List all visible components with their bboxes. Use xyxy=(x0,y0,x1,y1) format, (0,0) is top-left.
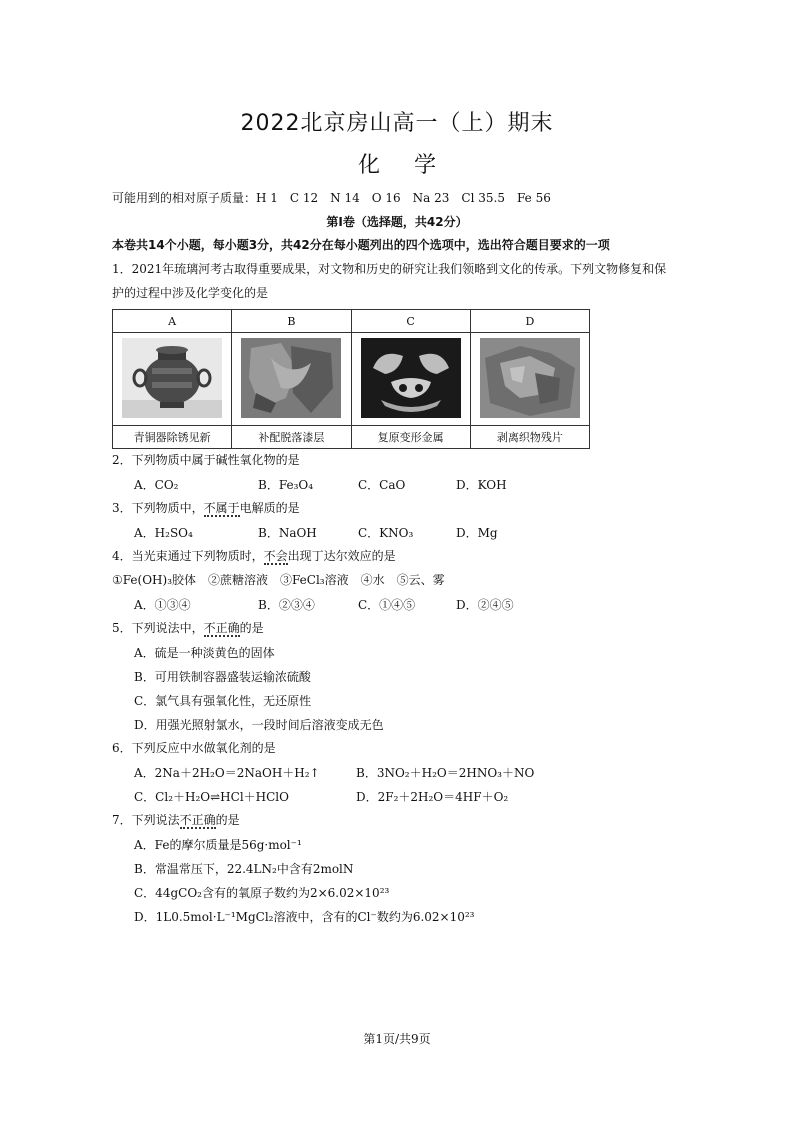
q4-option-c: C．①④⑤ xyxy=(358,598,416,612)
q3-option-a: A．H₂SO₄ xyxy=(134,526,193,540)
q3-option-c: C．KNO₃ xyxy=(358,526,414,540)
section-title: 第Ⅰ卷（选择题，共42分） xyxy=(326,215,468,229)
q7-option-a: A．Fe的摩尔质量是56g·mol⁻¹ xyxy=(134,838,302,852)
q7-option-d: D．1L0.5mol·L⁻¹MgCl₂溶液中，含有的Cl⁻数约为6.02×10²³ xyxy=(134,910,475,924)
caption-d: 剥离织物残片 xyxy=(470,426,589,449)
q6-option-c: C．Cl₂＋H₂O⇌HCl＋HClO xyxy=(134,790,289,804)
section-instruction: 本卷共14个小题，每小题3分，共42分在每小题列出的四个选项中，选出符合题目要求的一项 xyxy=(112,238,610,252)
q7-option-b: B．常温常压下，22.4LN₂中含有2molN xyxy=(134,862,354,876)
q5-option-b: B．可用铁制容器盛装运输浓硫酸 xyxy=(134,670,311,684)
q2-option-d: D．KOH xyxy=(456,478,507,492)
q2-option-b: B．Fe₃O₄ xyxy=(258,478,314,492)
q3-option-b: B．NaOH xyxy=(258,526,317,540)
column-a-header: A xyxy=(113,310,232,333)
column-b-header: B xyxy=(232,310,351,333)
q7-option-c: C．44gCO₂含有的氧原子数约为2×6.02×10²³ xyxy=(134,886,390,900)
metal-mask-image xyxy=(361,338,461,418)
q2-stem: 2．下列物质中属于碱性氧化物的是 xyxy=(112,453,300,467)
q5-emphasis: 不正确 xyxy=(203,621,240,635)
q2-option-a: A．CO₂ xyxy=(134,478,179,492)
q4-option-b: B．②③④ xyxy=(258,598,315,612)
q3-stem: 3．下列物质中，不属于电解质的是 xyxy=(112,501,300,515)
caption-a: 青铜器除锈见新 xyxy=(113,426,232,449)
column-c-header: C xyxy=(351,310,470,333)
q5-stem: 5．下列说法中，不正确的是 xyxy=(112,621,264,635)
q4-items: ①Fe(OH)₃胶体 ②蔗糖溶液 ③FeCl₃溶液 ④水 ⑤云、雾 xyxy=(112,573,445,587)
q5-option-a: A．硫是一种淡黄色的固体 xyxy=(134,646,275,660)
subject-title: 化学 xyxy=(357,153,470,178)
q3-emphasis: 不属于 xyxy=(203,501,240,515)
q6-stem: 6．下列反应中水做氧化剂的是 xyxy=(112,741,276,755)
q5-option-d: D．用强光照射氯水，一段时间后溶液变成无色 xyxy=(134,718,384,732)
textile-remnant-image xyxy=(480,338,580,418)
q6-option-d: D．2F₂＋2H₂O＝4HF＋O₂ xyxy=(356,790,509,804)
page-number: 第1页/共9页 xyxy=(363,1032,431,1046)
q3-option-d: D．Mg xyxy=(456,526,498,540)
q2-option-c: C．CaO xyxy=(358,478,406,492)
artifact-table xyxy=(112,309,590,449)
q4-stem: 4．当光束通过下列物质时，不会出现丁达尔效应的是 xyxy=(112,549,396,563)
q4-emphasis: 不会 xyxy=(263,549,288,563)
q1-stem-line2: 护的过程中涉及化学变化的是 xyxy=(112,286,269,300)
q7-stem: 7．下列说法不正确的是 xyxy=(112,813,240,827)
q5-option-c: C．氯气具有强氧化性，无还原性 xyxy=(134,694,312,708)
atomic-masses: 可能用到的相对原子质量：H 1 C 12 N 14 O 16 Na 23 Cl 35.5 Fe 56 xyxy=(112,191,551,205)
q4-option-d: D．②④⑤ xyxy=(456,598,514,612)
column-d-header: D xyxy=(470,310,589,333)
q4-option-a: A．①③④ xyxy=(134,598,191,612)
exam-title: 2022北京房山高一（上）期末 xyxy=(240,111,554,136)
q6-option-a: A．2Na＋2H₂O＝2NaOH＋H₂↑ xyxy=(134,766,320,780)
lacquer-layer-image xyxy=(241,338,341,418)
bronze-vessel-image xyxy=(122,338,222,418)
caption-c: 复原变形金属 xyxy=(351,426,470,449)
caption-b: 补配脱落漆层 xyxy=(232,426,351,449)
q7-emphasis: 不正确 xyxy=(179,813,216,827)
q1-stem-line1: 1．2021年琉璃河考古取得重要成果，对文物和历史的研究让我们领略到文化的传承。下列文物修复和保 xyxy=(112,262,667,276)
q6-option-b: B．3NO₂＋H₂O＝2HNO₃＋NO xyxy=(356,766,535,780)
